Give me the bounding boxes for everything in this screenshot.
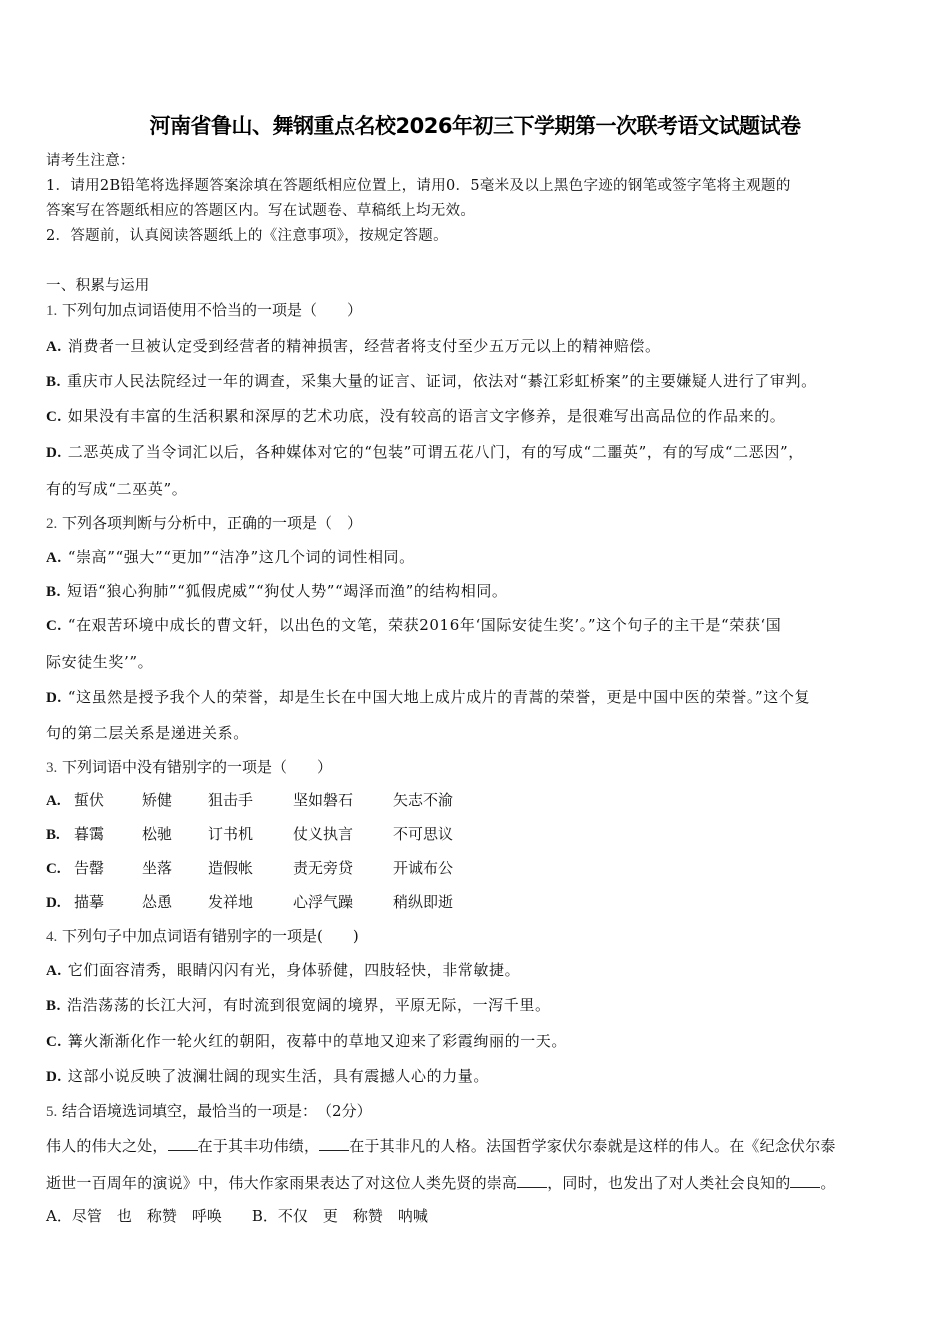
q1-option-c bbox=[46, 406, 785, 427]
option-text: “这虽然是授予我个人的荣誉，却是生长在中国大地上成片成片的青蒿的荣誉，更是中国中医的荣誉。”这个复 bbox=[67, 688, 811, 706]
option-label: C. bbox=[46, 1034, 62, 1050]
option-label: C. bbox=[46, 409, 62, 425]
question-number: 5. bbox=[46, 1104, 58, 1120]
q5-passage-line-1 bbox=[46, 1136, 836, 1156]
word: 不可思议 bbox=[393, 825, 454, 843]
option-text: “崇高”“强大”“更加”“洁净”这几个词的词性相同。 bbox=[67, 548, 415, 566]
option-label: D. bbox=[46, 690, 62, 706]
question-3-stem bbox=[46, 757, 332, 778]
option-text: “在艰苦环境中成长的曹文轩，以出色的文笔，荣获2016年‘国际安徒生奖’。”这个句子的主干是“荣获‘国 bbox=[67, 616, 782, 634]
word: 坐落 bbox=[142, 859, 173, 877]
option-label: D. bbox=[46, 445, 62, 461]
question-5-stem bbox=[46, 1101, 372, 1122]
question-number: 1. bbox=[46, 303, 58, 319]
word: 发祥地 bbox=[208, 893, 254, 911]
section-heading: 一、积累与运用 bbox=[46, 278, 150, 294]
word: 描摹 bbox=[74, 893, 105, 911]
q4-option-c bbox=[46, 1031, 567, 1052]
q2-option-c-cont: 际安徒生奖’”。 bbox=[46, 653, 154, 671]
q5-passage-line-2 bbox=[46, 1173, 836, 1193]
option-text: 消费者一旦被认定受到经营者的精神损害，经营者将支付至少五万元以上的精神赔偿。 bbox=[67, 337, 661, 355]
question-text: 下列词语中没有错别字的一项是（ ） bbox=[62, 758, 333, 776]
word: 蜇伏 bbox=[74, 791, 105, 809]
question-text: 下列各项判断与分析中，正确的一项是（ ） bbox=[62, 514, 363, 532]
passage-text: 逝世一百周年的演说》中，伟大作家雨果表达了对这位人类先贤的崇高 bbox=[46, 1174, 518, 1192]
option-text: 如果没有丰富的生活积累和深厚的艺术功底，没有较高的语言文字修养，是很难写出高品位的作品来的。 bbox=[67, 407, 786, 425]
question-1-stem bbox=[46, 300, 362, 321]
q4-option-d bbox=[46, 1066, 489, 1087]
question-text: 下列句加点词语使用不恰当的一项是（ ） bbox=[62, 301, 363, 319]
passage-text: 。 bbox=[820, 1174, 836, 1192]
q3-option-b bbox=[46, 824, 454, 845]
word: 造假帐 bbox=[208, 859, 254, 877]
option-text: 重庆市人民法院经过一年的调查，采集大量的证言、证词，依法对“綦江彩虹桥案”的主要嫌疑人进行了审判。 bbox=[66, 372, 817, 390]
word: 松驰 bbox=[142, 825, 173, 843]
q1-option-a bbox=[46, 336, 661, 357]
word: 责无旁贷 bbox=[293, 859, 354, 877]
option-label: A. bbox=[46, 793, 61, 809]
option-text: 二恶英成了当令词汇以后，各种媒体对它的“包装”可谓五花八门，有的写成“二噩英”，有的写成“二恶因”， bbox=[67, 443, 804, 461]
fill-blank bbox=[517, 1173, 547, 1188]
option-text: 浩浩荡荡的长江大河，有时流到很宽阔的境界，平原无际，一泻千里。 bbox=[66, 996, 551, 1014]
option-label: D. bbox=[46, 1069, 62, 1085]
q2-option-b bbox=[46, 581, 508, 602]
option-label: C. bbox=[46, 618, 62, 634]
word: 告罄 bbox=[74, 859, 105, 877]
fill-blank bbox=[168, 1136, 198, 1151]
q2-option-d-cont: 句的第二层关系是递进关系。 bbox=[46, 724, 249, 742]
option-label: B. bbox=[46, 827, 60, 843]
question-4-stem bbox=[46, 926, 359, 947]
word: 心浮气躁 bbox=[293, 893, 354, 911]
word: 狙击手 bbox=[208, 791, 254, 809]
option-label: A. bbox=[46, 550, 62, 566]
question-2-stem bbox=[46, 513, 362, 534]
q1-option-d bbox=[46, 442, 804, 463]
question-number: 4. bbox=[46, 929, 58, 945]
option-text: 短语“狼心狗肺”“狐假虎威”“狗仗人势”“竭泽而渔”的结构相同。 bbox=[66, 582, 508, 600]
q3-option-a bbox=[46, 790, 454, 811]
option-label: B. bbox=[46, 584, 61, 600]
q3-option-c bbox=[46, 858, 454, 879]
question-number: 2. bbox=[46, 516, 58, 532]
notice-item-1-cont: 答案写在答题纸相应的答题区内。写在试题卷、草稿纸上均无效。 bbox=[46, 203, 476, 219]
option-label: A. bbox=[46, 339, 62, 355]
word: 暮霭 bbox=[74, 825, 105, 843]
q2-option-c bbox=[46, 615, 781, 636]
passage-text: 在于其丰功伟绩， bbox=[197, 1137, 320, 1155]
word: 怂恿 bbox=[142, 893, 173, 911]
question-text: 结合语境选词填空，最恰当的一项是： （2分） bbox=[62, 1102, 372, 1120]
question-text: 下列句子中加点词语有错别字的一项是( ) bbox=[62, 927, 359, 945]
q2-option-a bbox=[46, 547, 415, 568]
q4-option-a bbox=[46, 960, 520, 981]
word: 坚如磐石 bbox=[293, 791, 354, 809]
option-label: A. bbox=[46, 963, 62, 979]
fill-blank bbox=[790, 1173, 820, 1188]
option-label: B. bbox=[46, 374, 61, 390]
fill-blank bbox=[319, 1136, 349, 1151]
q5-choices: A．尽管 也 称赞 呼唤 B．不仅 更 称赞 呐喊 bbox=[46, 1207, 428, 1225]
option-text: 篝火渐渐化作一轮火红的朝阳，夜幕中的草地又迎来了彩霞绚丽的一天。 bbox=[67, 1032, 567, 1050]
option-label: D. bbox=[46, 895, 61, 911]
q4-option-b bbox=[46, 995, 551, 1016]
q3-option-d bbox=[46, 892, 454, 913]
word: 矫健 bbox=[142, 791, 173, 809]
q1-option-d-cont: 有的写成“二巫英”。 bbox=[46, 480, 188, 498]
word: 订书机 bbox=[208, 825, 254, 843]
option-text: 这部小说反映了波澜壮阔的现实生活，具有震撼人心的力量。 bbox=[67, 1067, 489, 1085]
word: 开诚布公 bbox=[393, 859, 454, 877]
word: 稍纵即逝 bbox=[393, 893, 454, 911]
notice-heading: 请考生注意： bbox=[46, 153, 135, 169]
q1-option-b bbox=[46, 371, 817, 392]
passage-text: ，同时，也发出了对人类社会良知的 bbox=[547, 1174, 791, 1192]
option-text: 它们面容清秀，眼睛闪闪有光，身体骄健，四肢轻快，非常敏捷。 bbox=[67, 961, 521, 979]
option-label: C. bbox=[46, 861, 61, 877]
document-title: 河南省鲁山、舞钢重点名校2026年初三下学期第一次联考语文试题试卷 bbox=[149, 114, 801, 138]
word: 矢志不渝 bbox=[393, 791, 454, 809]
notice-item-1: 1．请用2B铅笔将选择题答案涂填在答题纸相应位置上，请用0．5毫米及以上黑色字迹的钢笔或签字笔将主观题的 bbox=[46, 178, 791, 194]
question-number: 3. bbox=[46, 760, 58, 776]
q2-option-d bbox=[46, 687, 810, 708]
word: 仗义执言 bbox=[293, 825, 354, 843]
notice-item-2: 2．答题前，认真阅读答题纸上的《注意事项》，按规定答题。 bbox=[46, 228, 448, 244]
passage-text: 在于其非凡的人格。法国哲学家伏尔泰就是这样的伟人。在《纪念伏尔泰 bbox=[349, 1137, 836, 1155]
passage-text: 伟人的伟大之处， bbox=[46, 1137, 168, 1155]
option-label: B. bbox=[46, 998, 61, 1014]
